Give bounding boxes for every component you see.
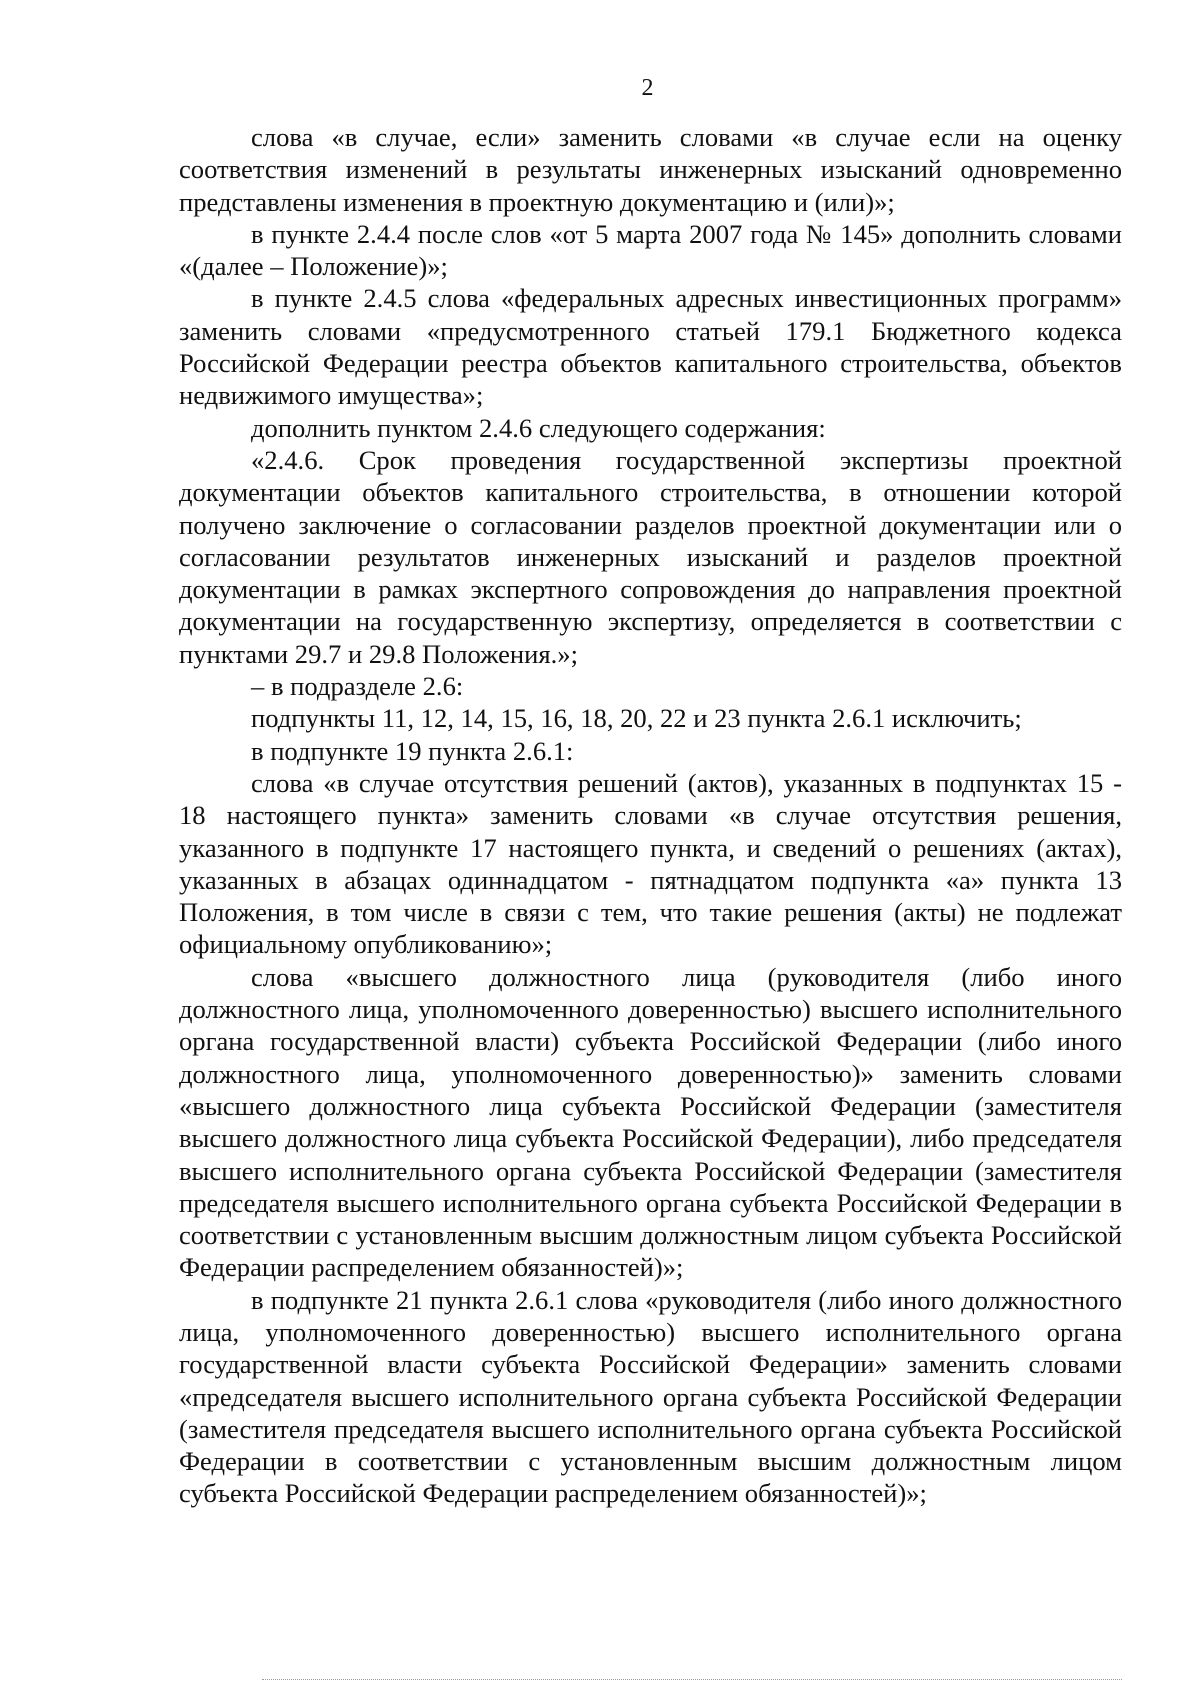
paragraph-3: в пункте 2.4.5 слова «федеральных адресных инвестиционных программ» заменить словами «предусмотренного статьей 179.1 Бюджетного кодекса Российской Федерации реестра объектов капитального строительства, объектов недвижимого имущества»;	[179, 283, 1122, 411]
paragraph-7: подпункты 11, 12, 14, 15, 16, 18, 20, 22 и 23 пункта 2.6.1 исключить;	[251, 703, 1022, 734]
paragraph-6: – в подразделе 2.6:	[251, 671, 464, 702]
paragraph-10: слова «высшего должностного лица (руководителя (либо иного должностного лица, уполномоченного доверенностью) высшего исполнительного органа государственной власти) субъекта Российской Федерации (либо иного должностного лица, уполномоченного доверенностью)» заменить словами «высшего должностного лица субъекта Российской Федерации (заместителя высшего должностного лица субъекта Российской Федерации), либо председателя высшего исполнительного органа субъекта Российской Федерации (заместителя председателя высшего исполнительного органа субъекта Российской Федерации в соответствии с установленным высшим должностным лицом субъекта Российской Федерации распределением обязанностей)»;	[179, 961, 1122, 1283]
paragraph-1: слова «в случае, если» заменить словами «в случае если на оценку соответствия изменений в результаты инженерных изысканий одновременно представлены изменения в проектную документацию и (или)»;	[179, 122, 1122, 217]
bottom-scan-line	[262, 1679, 1122, 1680]
document-body	[179, 121, 1122, 1510]
paragraph-11: в подпункте 21 пункта 2.6.1 слова «руководителя (либо иного должностного лица, уполномоченного доверенностью) высшего исполнительного органа государственной власти субъекта Российской Федерации» заменить словами «председателя высшего исполнительного органа субъекта Российской Федерации (заместителя председателя высшего исполнительного органа субъекта Российской Федерации в соответствии с установленным высшим должностным лицом субъекта Российской Федерации распределением обязанностей)»;	[179, 1284, 1122, 1509]
paragraph-4: дополнить пунктом 2.4.6 следующего содержания:	[251, 412, 826, 443]
paragraph-8: в подпункте 19 пункта 2.6.1:	[251, 735, 574, 766]
page-number: 2	[641, 75, 654, 101]
paragraph-2: в пункте 2.4.4 после слов «от 5 марта 2007 года № 145» дополнить словами «(далее – Положение)»;	[179, 218, 1122, 282]
paragraph-9: слова «в случае отсутствия решений (актов), указанных в подпунктах 15 - 18 настоящего пункта» заменить словами «в случае отсутствия решения, указанного в подпункте 17 настоящего пункта, и сведений о решениях (актах), указанных в абзацах одиннадцатом - пятнадцатом подпункта «а» пункта 13 Положения, в том числе в связи с тем, что такие решения (акты) не подлежат официальному опубликованию»;	[179, 767, 1122, 960]
paragraph-5: «2.4.6. Срок проведения государственной экспертизы проектной документации объектов капитального строительства, в отношении которой получено заключение о согласовании разделов проектной документации или о согласовании результатов инженерных изысканий и разделов проектной документации в рамках экспертного сопровождения до направления проектной документации на государственную экспертизу, определяется в соответствии с пунктами 29.7 и 29.8 Положения.»;	[179, 444, 1122, 669]
